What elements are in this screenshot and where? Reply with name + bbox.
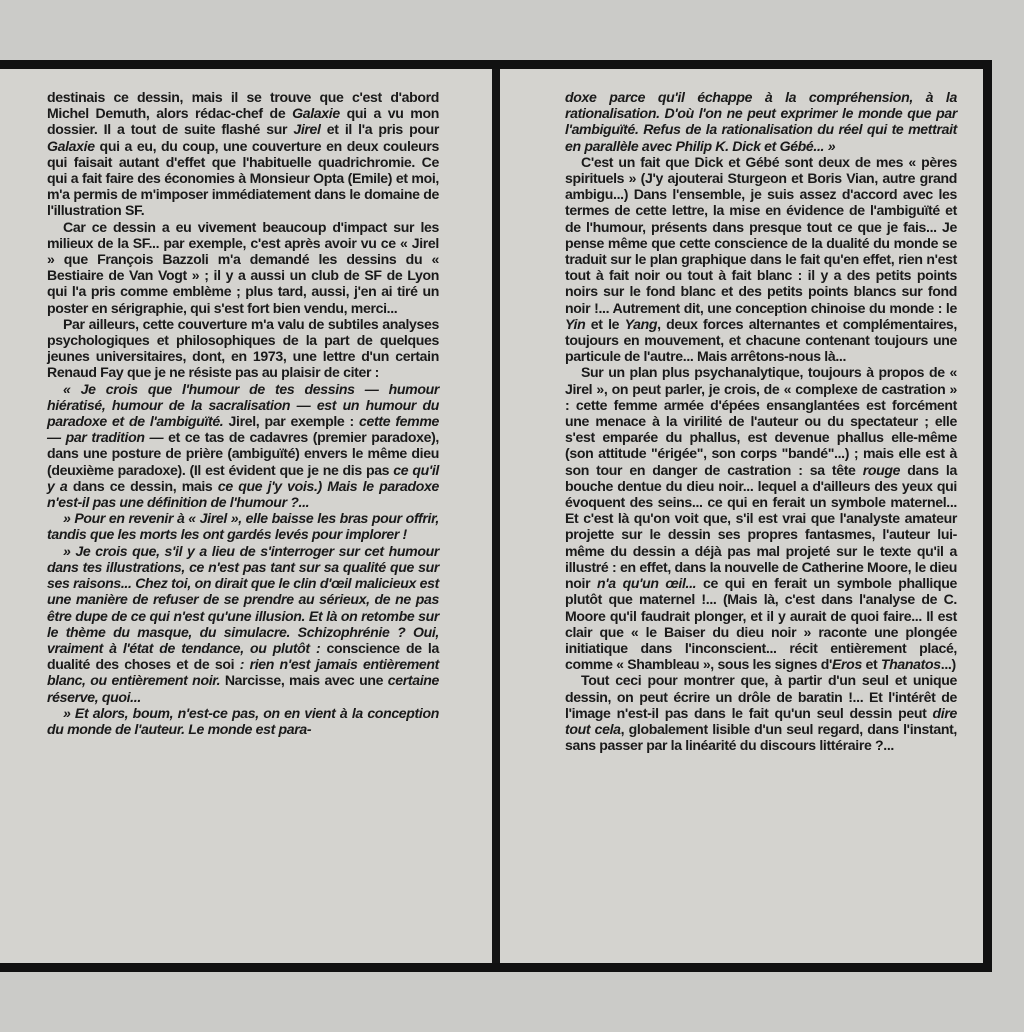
frame-right-border [983, 60, 992, 972]
italic-text: Yin [565, 315, 586, 332]
paragraph: Car ce dessin a eu vivement beaucoup d'impact sur les milieux de la SF... par exemple, c'est après avoir vu ce « Jirel » que François Bazzoli m'a demandé les dessins du « Bestiaire de Van Vogt » ; il y a aussi un club de SF de Lyon qui l'a pris comme emblème ; plus tard, aussi, j'en ai tiré un poster en sérigraphie, qui s'est fort bien vendu, merci... [47, 218, 439, 316]
text-run: ...) [940, 656, 956, 673]
italic-text: n'a qu'un œil... [597, 575, 697, 592]
text-run: , globalement lisible d'un seul regard, dans l'instant, sans passer par la linéarité du discours littéraire ?... [565, 720, 958, 754]
italic-text: Galaxie [292, 105, 340, 122]
text-run: et le [585, 315, 625, 332]
column-gutter [492, 69, 500, 963]
paragraph [47, 89, 439, 219]
text-run: ce qui en ferait un symbole phallique plutôt que maternel !... (Mais là, c'est dans l'analyse de C. Moore qu'il faudrait plonger, et il y aurait de quoi faire... Il est clair que « le Baiser du dieu noir » raconte une plongée initiatique dans l'inconscient... récit entièrement placé, comme « Shambleau », sous les signes d' [565, 575, 957, 673]
text-run: Jirel, par exemple : [228, 413, 360, 430]
paragraph [565, 672, 957, 753]
italic-text: Yang [624, 315, 658, 332]
text-run: conscience de la dualité des choses et de soi [47, 639, 439, 673]
frame-bottom-border [0, 963, 992, 972]
italic-text: Galaxie [47, 137, 95, 154]
text-run: Narcisse, mais avec une [224, 672, 388, 689]
italic-text: Philip K. Dick et Gébé... » [675, 137, 836, 154]
quote-paragraph [47, 543, 439, 705]
paragraph [565, 154, 957, 365]
frame-top-border [0, 60, 992, 69]
text-run: , deux forces alternantes et complémentaires, toujours en mouvement, et chacune contenant toujours une particule de l'autre... Mais arrêtons-nous là... [565, 315, 957, 365]
text-run: C'est un fait que Dick et Gébé sont deux de mes « pères spirituels » (J'y ajouterai Sturgeon et Boris Vian, autre grand ambigu...) Dans l'ensemble, je suis assez d'accord avec les termes de cette lettre, la mise en évidence de l'ambiguïté et de l'humour, présents dans presque tout ce que je fais... Je pense même que cette conscience de la dualité du monde se traduit sur le plan graphique dans le fait qu'en effet, rien n'est tout à fait noir ou tout à fait blanc : il y a des petits points noirs sur le fond blanc et des petits points blancs sur fond noir !... Autrement dit, une conception chinoise du monde : le [565, 153, 957, 316]
text-run: et ce tas de cadavres (premier paradoxe), dans une posture de prière (ambiguïté) envers le même dieu (deuxième paradoxe). (Il est évident que je ne dis pas [47, 429, 439, 478]
italic-text: : rien n'est jamais entièrement blanc, ou entièrement noir. [47, 656, 440, 689]
italic-text: ce qu'il y a [47, 461, 439, 494]
right-column [565, 89, 957, 753]
italic-text: « Je crois que l'humour de tes dessins — humour hiératisé, humour de la sacralisation — est un humour du paradoxe et de l'ambiguïté. [47, 380, 439, 430]
text-run: et il l'a pris pour [320, 121, 439, 138]
text-run: dans ce dessin, mais [72, 477, 218, 494]
italic-text: rouge [862, 461, 901, 478]
quote-paragraph: » Pour en revenir à « Jirel », elle baisse les bras pour offrir, tandis que les morts les ont gardés levés pour implorer ! [47, 510, 439, 543]
text-run: destinais ce dessin, mais il se trouve que c'est d'abord Michel Demuth, alors rédac-chef de [47, 89, 439, 122]
text-run: et [861, 656, 881, 673]
italic-text: ce que j'y vois.) [217, 477, 328, 494]
quote-paragraph: » Et alors, boum, n'est-ce pas, on en vient à la conception du monde de l'auteur. Le monde est para- [47, 704, 439, 737]
italic-text: certaine réserve, quoi... [47, 672, 440, 705]
magazine-page [0, 69, 983, 963]
text-run: Sur un plan plus psychanalytique, toujours à propos de « Jirel », on peut parler, je crois, de « complexe de castration » : cette femme armée d'épées ensanglantées est forcément une menace à la virilité de l'auteur ou du spectateur ; elle s'est emparée du phallus, est devenue phallus elle-même (son attitude "érigée", son corps "bandé"...) ; mais elle est à son tour en danger de castration : sa tête [565, 364, 957, 478]
quote-paragraph [565, 89, 957, 154]
paragraph [565, 364, 957, 672]
italic-text: Jirel [293, 121, 321, 138]
quote-paragraph [47, 381, 439, 511]
text-run: Tout ceci pour montrer que, à partir d'un seul et unique dessin, on peut écrire un drôle de baratin !... Et l'intérêt de l'image n'est-il pas dans le fait qu'un seul dessin peut [565, 672, 957, 721]
text-run: dans la bouche dentue du dieu noir... lequel a d'ailleurs des yeux qui évoquent des seins... ce qui en ferait un symbole maternel... Et c'est là qu'on voit que, s'il est vrai que l'analyste amateur projette sur le dessin ses propres fantasmes, l'auteur lui-même du dessin a déjà pas mal projeté sur le texte qu'il a illustré : en effet, dans la nouvelle de Catherine Moore, le dieu noir [565, 461, 957, 592]
left-column [47, 89, 439, 737]
italic-text: Eros [832, 656, 862, 673]
paragraph: Par ailleurs, cette couverture m'a valu de subtiles analyses psychologiques et philosophiques de la part de quelques jeunes universitaires, dont, en 1973, une lettre d'un certain Renaud Fay que je ne résiste pas au plaisir de citer : [47, 315, 439, 381]
text-run: qui a eu, du coup, une couverture en deux couleurs qui faisait autant d'effet que l'habituelle quadrichromie. Ce qui a fait faire des économies à Monsieur Opta (Emile) et moi, m'a permis de m'imposer immédiatement dans le domaine de l'illustration SF. [47, 137, 439, 219]
text-run: qui a vu mon dossier. Il a tout de suite flashé sur [47, 105, 439, 138]
italic-text: Mais le paradoxe n'est-il pas une définition de l'humour ?... [47, 477, 439, 511]
italic-text: » Je crois que, s'il y a lieu de s'interroger sur cet humour dans tes illustrations, ce n'est pas tant sur sa qualité que sur ses raisons... Chez toi, on dirait que le clin d'œil malicieux est une manière de refuser de se prendre au sérieux, de ne pas être dupe de ce qui n'est qu'une illusion. Et là on retombe sur le thème du masque, du simulacre. Schizophrénie ? Oui, vraiment à l'état de tendance, ou plutôt : [47, 542, 439, 656]
italic-text: cette femme — par tradition — [47, 413, 439, 446]
italic-text: Thanatos [880, 656, 941, 673]
italic-text: dire tout cela [565, 704, 957, 737]
italic-text: doxe parce qu'il échappe à la compréhension, à la rationalisation. D'où l'on ne peut exprimer le monde que par l'ambiguïté. Refus de la rationalisation du réel qui te mettrait en parallèle avec [565, 89, 957, 154]
